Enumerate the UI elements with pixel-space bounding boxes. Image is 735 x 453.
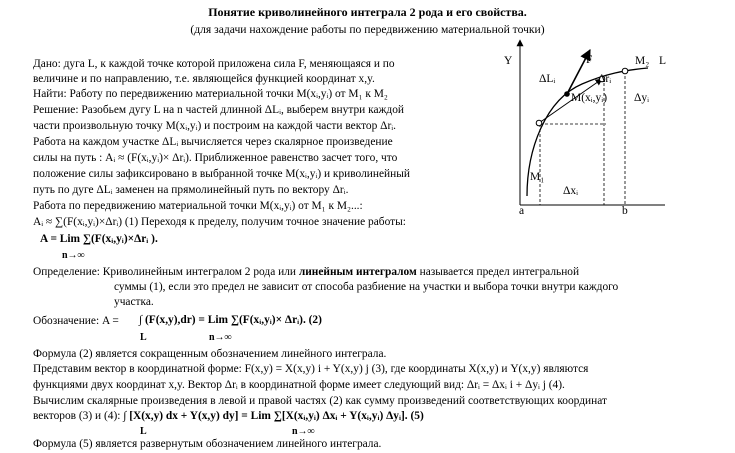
text-line: Решение: Разобьем дугу L на n частей длинной ΔLᵢ, выберем внутри каждой (33, 104, 404, 116)
text-line: функциями двух координат x,y. Вектор Δrᵢ в координатной форме имеет следующий вид: Δrᵢ = Δxᵢ i + Δyᵢ j (4). (33, 379, 565, 391)
text-line: величине и по направлению, т.е. являющейся функцией координат x,y. (33, 73, 375, 85)
text-line: Представим вектор в координатной форме: F(x,y) = X(x,y) i + Y(x,y) j (3), где координаты X(x,y) и Y(x,y) являются (33, 363, 589, 375)
vector-text: векторов (3) и (4): (33, 410, 124, 422)
text-line: Формула (5) является развернутым обозначением линейного интеграла. (33, 438, 382, 450)
integral-subscript-n: n→∞ (292, 426, 315, 437)
text-line: Работа на каждом участке ΔLᵢ вычисляется через скалярное произведение (33, 136, 393, 148)
point-marker (622, 68, 628, 74)
text-line: силы на путь : Aᵢ ≈ (F(xᵢ,yᵢ)× Δrᵢ). Приближенное равенство засчет того, что (33, 152, 398, 164)
page-subtitle: (для задачи нахождение работы по передвижению материальной точки) (190, 23, 545, 36)
label-Mi: M(xᵢ,yᵢ) (571, 92, 608, 104)
integral-subscript-L: L (140, 426, 147, 437)
label-b: b (622, 205, 628, 217)
text-line: Aᵢ ≈ ∑(F(xᵢ,yᵢ)×Δrᵢ) (1) Переходя к пределу, получим точное значение работы: (33, 216, 406, 228)
definition-term: линейным интегралом (298, 266, 417, 278)
notation-formula: ∫ (F(x,y),dr) = Lim ∑(F(xᵢ,yᵢ)× Δrᵢ). (2) (139, 314, 322, 326)
label-F: F (586, 54, 593, 66)
label-Y: Y (504, 55, 513, 67)
integral-formula: ∫ [X(x,y) dx + Y(x,y) dy] = Lim ∑[X(xᵢ,yᵢ) Δxᵢ + Y(xᵢ,yᵢ) Δyᵢ]. (5) (123, 410, 424, 422)
definition-line: суммы (1), если это предел не зависит от способа разбиение на участки и выбора точки внутри каждого (114, 281, 619, 293)
text-line: путь по дуге ΔLᵢ заменен на прямолинейный путь по вектору Δrᵢ. (33, 184, 349, 196)
definition-text: называется предел интегральной (416, 266, 580, 278)
text-line: Найти: Работу по передвижению материальной точки M(xᵢ,yᵢ) от M₁ к M₂ (33, 88, 388, 100)
text-line: части произвольную точку M(xᵢ,yᵢ) и построим на каждой части вектор Δrᵢ. (33, 120, 396, 132)
label-dxi: Δxᵢ (563, 185, 579, 197)
label-M2: M₂ (635, 55, 650, 67)
page-title: Понятие криволинейного интеграла 2 рода и его свойства. (208, 5, 527, 19)
limit-subscript: n→∞ (62, 250, 85, 261)
definition-line: участка. (114, 296, 154, 308)
label-M1: M₁ (530, 171, 545, 183)
label-dLi: ΔLᵢ (539, 73, 556, 85)
text-line: Дано: дуга L, к каждой точке которой приложена сила F, меняющаяся и по (33, 58, 395, 70)
label-a: a (519, 205, 525, 217)
label-dyi: Δyᵢ (634, 92, 650, 104)
notation-label: Обозначение: A = (33, 315, 119, 327)
label-L: L (659, 55, 667, 67)
text-line: положение силы зафиксировано в выбранной точке M(xᵢ,yᵢ) и криволинейный (33, 168, 410, 180)
notation-subscript-n: n→∞ (209, 332, 232, 343)
text-line: Вычислим скалярные произведения в левой и правой частях (2) как сумму произведений соответствующих координат (33, 395, 607, 407)
point-Mi (564, 91, 570, 97)
text-line: Формула (2) является сокращенным обозначением линейного интеграла. (33, 348, 387, 360)
notation-subscript-L: L (140, 332, 147, 343)
point-marker (536, 120, 542, 126)
definition-text: Определение: Криволинейным интегралом 2 рода или (33, 266, 299, 278)
curve-L (527, 68, 648, 196)
text-line: Работа по передвижению материальной точки M(xᵢ,yᵢ) от M₁ к M₂...: (33, 200, 363, 212)
limit-formula: A = Lim ∑(F(xᵢ,yᵢ)×Δrᵢ ). (40, 233, 158, 245)
label-dri: Δrᵢ (598, 73, 612, 85)
